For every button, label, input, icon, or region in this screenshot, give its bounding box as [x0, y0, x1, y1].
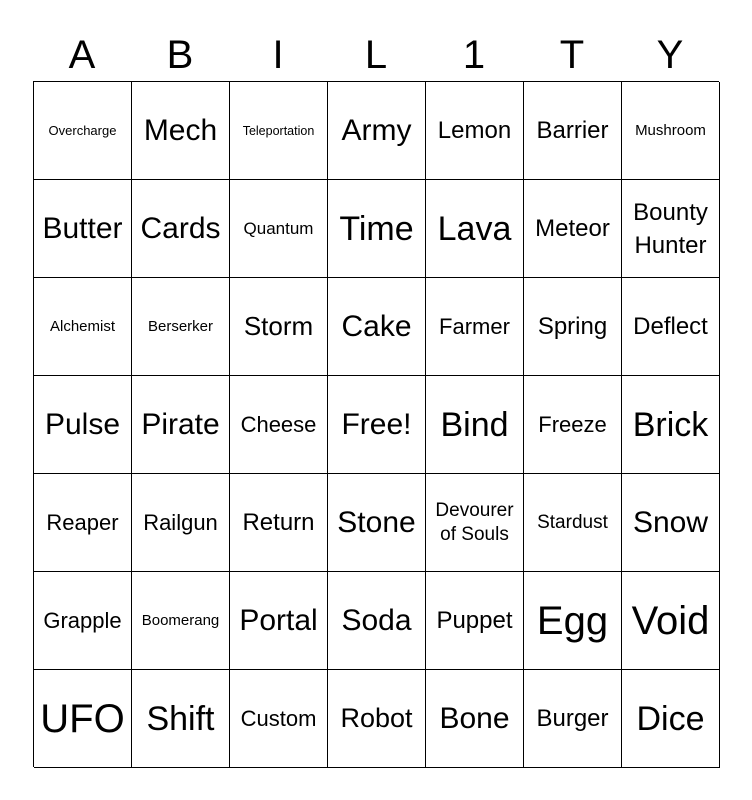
- bingo-cell[interactable]: [622, 278, 720, 376]
- header-letter: Y: [656, 33, 684, 77]
- bingo-cell[interactable]: [230, 376, 328, 474]
- cell-label: Free!: [341, 407, 412, 441]
- cell-label: Quantum: [243, 219, 314, 238]
- cell-label: Return: [242, 509, 315, 536]
- cell-label: Army: [341, 113, 412, 147]
- bingo-cell[interactable]: [426, 82, 524, 180]
- bingo-cell[interactable]: [524, 376, 622, 474]
- bingo-cell[interactable]: [426, 474, 524, 572]
- header-letter: B: [166, 33, 194, 77]
- cell-label: Portal: [239, 603, 318, 637]
- bingo-cell[interactable]: [132, 474, 230, 572]
- cell-label: Custom: [240, 705, 317, 731]
- cell-label: Railgun: [143, 509, 218, 535]
- bingo-cell[interactable]: [524, 278, 622, 376]
- bingo-cell[interactable]: [34, 180, 132, 278]
- bingo-cell[interactable]: [132, 376, 230, 474]
- cell-label: Teleportation: [242, 123, 315, 138]
- cell-label: Mushroom: [635, 122, 706, 139]
- bingo-cell[interactable]: [328, 278, 426, 376]
- bingo-cell[interactable]: [524, 180, 622, 278]
- cell-label: Spring: [537, 313, 608, 340]
- header-letter: 1: [462, 33, 486, 77]
- bingo-cell[interactable]: [328, 670, 426, 768]
- cell-label: Freeze: [538, 411, 607, 437]
- bingo-cell[interactable]: [34, 670, 132, 768]
- cell-label: Cake: [341, 309, 412, 343]
- cell-label: Cheese: [240, 411, 317, 437]
- cell-label: Soda: [341, 603, 412, 637]
- cell-label: Lava: [437, 209, 512, 248]
- bingo-cell[interactable]: [426, 180, 524, 278]
- bingo-cell[interactable]: [328, 572, 426, 670]
- cell-label: Berserker: [147, 318, 214, 335]
- cell-label: Grapple: [43, 607, 122, 633]
- cell-label: Brick: [632, 405, 709, 444]
- bingo-cell[interactable]: [622, 82, 720, 180]
- cell-label: Puppet: [436, 607, 513, 634]
- cell-label: Lemon: [437, 117, 512, 144]
- bingo-header: [33, 28, 719, 82]
- bingo-cell[interactable]: [426, 278, 524, 376]
- bingo-cell[interactable]: [230, 670, 328, 768]
- bingo-cell[interactable]: [622, 180, 720, 278]
- bingo-cell[interactable]: [34, 376, 132, 474]
- bingo-cell[interactable]: [230, 278, 328, 376]
- cell-label: Burger: [536, 705, 609, 732]
- cell-label: Stone: [337, 505, 416, 539]
- bingo-cell[interactable]: [328, 180, 426, 278]
- cell-label: Robot: [340, 703, 413, 733]
- header-letter: I: [272, 33, 284, 77]
- cell-label: Farmer: [439, 313, 510, 339]
- bingo-cell[interactable]: [426, 376, 524, 474]
- cell-label: Time: [339, 209, 414, 248]
- bingo-cell[interactable]: [426, 572, 524, 670]
- cell-label: Butter: [42, 211, 123, 245]
- bingo-cell[interactable]: [34, 82, 132, 180]
- cell-label: Void: [631, 598, 710, 643]
- bingo-cell[interactable]: [132, 82, 230, 180]
- bingo-cell[interactable]: [34, 572, 132, 670]
- bingo-cell[interactable]: [328, 474, 426, 572]
- cell-label: Stardust: [537, 511, 608, 533]
- cell-label: Storm: [243, 311, 314, 341]
- cell-label: Mech: [143, 113, 218, 147]
- cell-label: Pulse: [44, 407, 121, 441]
- cell-label: Boomerang: [141, 612, 220, 629]
- cell-label: Cards: [140, 211, 221, 245]
- bingo-cell[interactable]: [230, 572, 328, 670]
- bingo-cell[interactable]: [34, 474, 132, 572]
- cell-label: UFO: [40, 696, 125, 741]
- bingo-cell[interactable]: [426, 670, 524, 768]
- cell-label: Bone: [439, 701, 510, 735]
- header-letter: L: [364, 33, 388, 77]
- header-letter: A: [68, 33, 96, 77]
- bingo-cell[interactable]: [622, 572, 720, 670]
- bingo-cell[interactable]: [524, 474, 622, 572]
- bingo-cell[interactable]: [622, 376, 720, 474]
- bingo-cell[interactable]: [328, 82, 426, 180]
- cell-label: Deflect: [633, 313, 708, 340]
- bingo-cell[interactable]: [132, 180, 230, 278]
- cell-label: Meteor: [535, 215, 610, 242]
- bingo-cell[interactable]: [132, 278, 230, 376]
- cell-label: Egg: [536, 598, 609, 643]
- bingo-cell[interactable]: [34, 278, 132, 376]
- bingo-cell[interactable]: [132, 572, 230, 670]
- cell-label: Bounty Hunter: [633, 198, 708, 259]
- cell-label: Bind: [440, 405, 509, 444]
- bingo-cell[interactable]: [524, 670, 622, 768]
- cell-label: Barrier: [536, 117, 609, 144]
- cell-label: Devourer of Souls: [435, 499, 514, 545]
- bingo-cell[interactable]: [230, 474, 328, 572]
- bingo-cell[interactable]: [524, 82, 622, 180]
- bingo-cell[interactable]: [132, 670, 230, 768]
- bingo-cell[interactable]: [524, 572, 622, 670]
- cell-label: Alchemist: [49, 318, 116, 335]
- bingo-grid: [33, 81, 719, 767]
- header-letter: T: [559, 33, 585, 77]
- cell-label: Reaper: [46, 509, 119, 535]
- bingo-cell[interactable]: [328, 376, 426, 474]
- cell-label: Snow: [632, 505, 709, 539]
- bingo-cell[interactable]: [622, 474, 720, 572]
- bingo-cell[interactable]: [622, 670, 720, 768]
- cell-label: Dice: [636, 699, 705, 738]
- cell-label: Shift: [146, 699, 215, 738]
- bingo-cell[interactable]: [230, 82, 328, 180]
- cell-label: Overcharge: [48, 122, 117, 138]
- bingo-cell[interactable]: [230, 180, 328, 278]
- cell-label: Pirate: [141, 407, 220, 441]
